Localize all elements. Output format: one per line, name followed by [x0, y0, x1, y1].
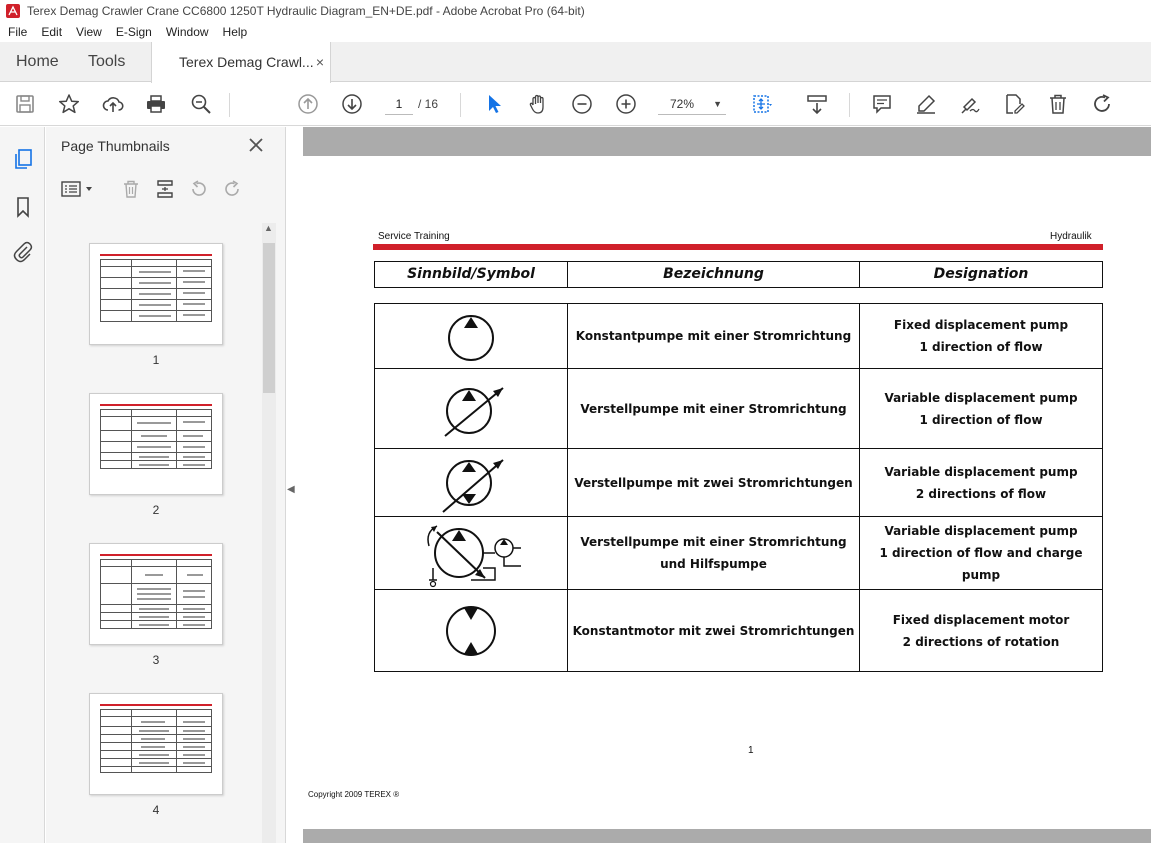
left-navigation-rail [0, 127, 45, 843]
menu-view[interactable]: View [76, 25, 102, 39]
select-cursor-icon[interactable] [482, 92, 506, 116]
zoom-search-icon[interactable] [189, 92, 213, 116]
panel-title: Page Thumbnails [61, 138, 170, 154]
description-en-line2: 1 direction of flow [919, 340, 1043, 354]
scrollbar-thumb[interactable] [263, 243, 275, 393]
column-header-designation: Designation [933, 266, 1029, 282]
tab-document-label: Terex Demag Crawl... [179, 54, 314, 70]
description-de: Konstantpumpe mit einer Stromrichtung [568, 304, 860, 368]
page-thumbnail-2[interactable] [89, 393, 223, 517]
description-de: Verstellpumpe mit einer Stromrichtung [568, 369, 860, 448]
zoom-level-select[interactable] [658, 93, 726, 115]
thumbnail-image [89, 543, 223, 645]
bookmarks-icon[interactable] [11, 195, 35, 219]
fit-page-icon[interactable] [750, 92, 774, 116]
zoom-out-icon[interactable] [570, 92, 594, 116]
hand-tool-icon[interactable] [526, 92, 550, 116]
tab-tools[interactable]: Tools [88, 53, 126, 70]
variable-pump-bidirectional-icon [431, 450, 511, 516]
bookmark-star-icon[interactable] [57, 92, 81, 116]
print-icon[interactable] [144, 92, 168, 116]
page-thumbnails-panel [46, 127, 286, 843]
page-footer-number: 1 [748, 745, 754, 756]
save-icon[interactable] [13, 92, 37, 116]
thumbnail-page-number: 4 [152, 803, 160, 817]
previous-page-icon[interactable] [296, 92, 320, 116]
thumbnail-page-number: 1 [152, 353, 160, 367]
table-header [374, 261, 1103, 288]
page-thumbnail-1[interactable] [89, 243, 223, 367]
chevron-down-icon: ▼ [713, 99, 722, 109]
tab-bar [0, 42, 1151, 82]
tab-document[interactable] [151, 42, 331, 83]
edit-document-icon[interactable] [1002, 92, 1026, 116]
menu-help[interactable]: Help [222, 25, 248, 39]
toolbar-divider [849, 93, 850, 117]
scrolling-mode-icon[interactable] [805, 92, 829, 116]
description-en-line2: 2 directions of rotation [902, 634, 1060, 649]
rotate-clockwise-icon[interactable] [222, 179, 242, 204]
description-en-line2: 2 directions of flow [915, 486, 1047, 501]
variable-pump-charge-icon [411, 518, 531, 588]
next-page-icon[interactable] [340, 92, 364, 116]
description-en-line1: Variable displacement pump [884, 464, 1078, 479]
thumbnail-image [89, 393, 223, 495]
menu-edit[interactable]: Edit [41, 25, 63, 39]
description-de: Verstellpumpe mit zwei Stromrichtungen [568, 449, 860, 516]
thumbnail-page-number: 2 [152, 503, 160, 517]
page-header-right: Hydraulik [1050, 231, 1092, 242]
collapse-panel-icon[interactable]: ◀ [287, 484, 295, 495]
toolbar-divider [460, 93, 461, 117]
rotate-counterclockwise-icon[interactable] [189, 179, 209, 204]
table-row [375, 517, 1102, 590]
description-en-line1: Fixed displacement motor [892, 612, 1070, 627]
cloud-upload-icon[interactable] [101, 92, 125, 116]
zoom-in-icon[interactable] [614, 92, 638, 116]
scroll-up-arrow-icon[interactable]: ▲ [264, 223, 273, 233]
page-number-input[interactable]: 1 [385, 93, 413, 115]
thumbnail-image [89, 243, 223, 345]
description-en-line2: 1 direction of flow [919, 412, 1043, 427]
variable-pump-icon [431, 374, 511, 444]
thumbnail-image [89, 693, 223, 795]
description-en-line2: 1 direction of flow and charge pump [879, 546, 1083, 582]
table-row [375, 449, 1102, 517]
menu-window[interactable]: Window [165, 25, 209, 39]
close-panel-icon[interactable] [246, 135, 266, 155]
menu-esign[interactable]: E-Sign [115, 25, 152, 39]
column-header-bezeichnung: Bezeichnung [568, 262, 860, 287]
description-de-line1: Verstellpumpe mit einer Stromrichtung [580, 535, 847, 549]
highlight-pen-icon[interactable] [914, 92, 938, 116]
menu-file[interactable]: File [8, 25, 28, 39]
column-header-symbol: Sinnbild/Symbol [375, 262, 568, 287]
fixed-motor-icon [441, 598, 501, 664]
main-toolbar [0, 83, 1151, 126]
delete-page-icon[interactable] [121, 179, 141, 204]
thumbnail-page-number: 3 [152, 653, 160, 667]
symbol-table [374, 303, 1103, 672]
thumbnails-scrollbar[interactable] [262, 223, 276, 843]
table-row [375, 304, 1102, 369]
description-en-line1: Variable displacement pump [884, 524, 1078, 538]
description-de: Konstantmotor mit zwei Stromrichtungen [568, 590, 860, 671]
page-header-left: Service Training [378, 231, 450, 242]
delete-trash-icon[interactable] [1046, 92, 1070, 116]
sign-pen-icon[interactable] [957, 92, 981, 116]
fixed-pump-icon [441, 308, 501, 364]
table-row [375, 590, 1102, 671]
title-bar [0, 0, 1151, 22]
rotate-icon[interactable] [1090, 92, 1114, 116]
panel-toolbar [46, 175, 286, 205]
window-title: Terex Demag Crawler Crane CC6800 1250T Hydraulic Diagram_EN+DE.pdf - Adobe Acrobat Pro (64-bit) [27, 4, 585, 18]
acrobat-app-icon [6, 4, 20, 18]
toolbar-divider [229, 93, 230, 117]
page-thumbnails-icon[interactable] [11, 147, 35, 171]
copyright-notice: Copyright 2009 TEREX ® [308, 790, 400, 799]
thumbnail-options-icon[interactable] [61, 179, 97, 204]
attachments-icon[interactable] [11, 240, 35, 264]
extract-page-icon[interactable] [155, 179, 175, 204]
table-row [375, 369, 1102, 449]
comment-icon[interactable] [870, 92, 894, 116]
description-en-line1: Variable displacement pump [884, 390, 1078, 405]
tab-home[interactable]: Home [16, 53, 59, 70]
zoom-level-value: 72% [670, 97, 695, 111]
menu-bar [0, 22, 1151, 42]
description-en-line1: Fixed displacement pump [893, 318, 1069, 332]
page-thumbnail-3[interactable] [89, 543, 223, 667]
page-thumbnail-4[interactable] [89, 693, 223, 817]
description-de-line2: und Hilfspumpe [660, 557, 767, 571]
document-viewport[interactable] [303, 127, 1151, 843]
page-total: / 16 [418, 97, 439, 111]
close-tab-icon[interactable]: × [315, 54, 324, 70]
header-red-rule [373, 244, 1103, 250]
pdf-page [303, 156, 1151, 829]
